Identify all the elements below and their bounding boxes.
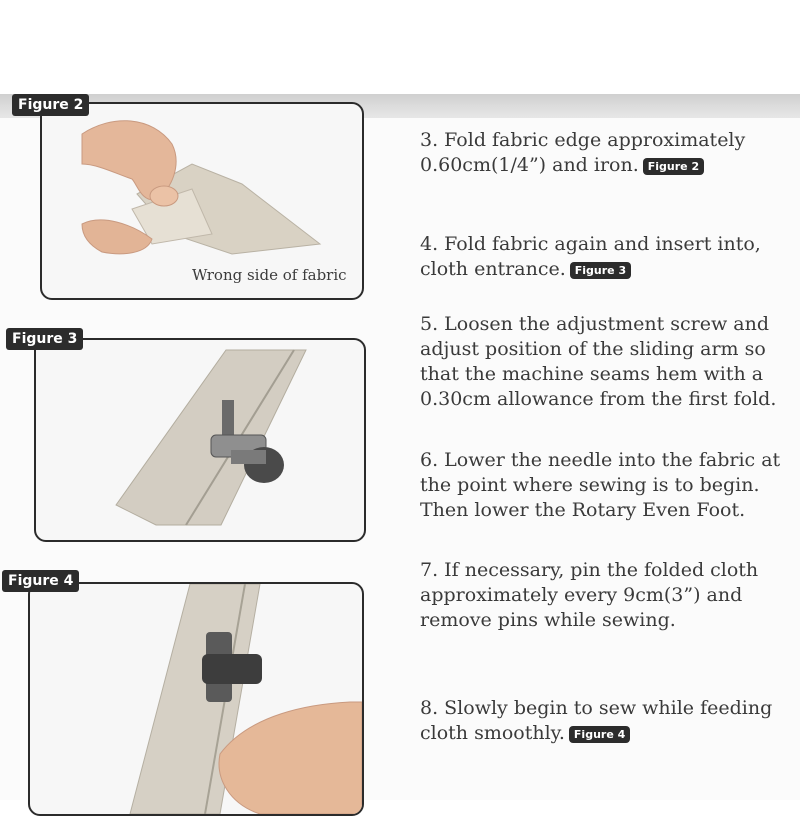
rotary-foot: [202, 654, 262, 684]
figure-2-tag: Figure 2: [12, 94, 89, 116]
step-7-line-2: approximately every 9cm(3”) and: [420, 584, 743, 606]
figure-3-frame: [34, 338, 366, 542]
figure-2-frame: [40, 102, 364, 300]
step-5-line-4: 0.30cm allowance from the first fold.: [420, 388, 777, 410]
step-3-line-2: [420, 153, 780, 178]
step-5-line-1: 5. Loosen the adjustment screw and: [420, 313, 770, 335]
figure-4-illustration: [30, 584, 362, 814]
step-8-line-1: 8. Slowly begin to sew while feeding: [420, 697, 773, 719]
step-7-line-1: 7. If necessary, pin the folded cloth: [420, 559, 759, 581]
step-5-line-3: that the machine seams hem with a: [420, 363, 764, 385]
figure-3-tag: Figure 3: [6, 328, 83, 350]
step-6-line-3: Then lower the Rotary Even Foot.: [420, 499, 746, 521]
step-3: [420, 128, 780, 178]
sliding-arm: [231, 450, 266, 464]
step-4: [420, 232, 780, 282]
step-6-line-2: the point where sewing is to begin.: [420, 474, 760, 496]
step-3-line-1: 3. Fold fabric edge approximately: [420, 129, 746, 151]
step-5-line-2: adjust position of the sliding arm so: [420, 338, 766, 360]
step-6-line-1: 6. Lower the needle into the fabric at: [420, 449, 781, 471]
step-3-figure-ref: Figure 2: [643, 158, 704, 175]
step-4-line-2-text: cloth entrance.: [420, 258, 566, 280]
step-3-line-2-text: 0.60cm(1/4”) and iron.: [420, 154, 639, 176]
step-4-line-2: [420, 257, 780, 282]
step-7-line-3: remove pins while sewing.: [420, 609, 676, 631]
step-7: [420, 558, 780, 633]
step-8-figure-ref: Figure 4: [569, 726, 630, 743]
thumb: [150, 186, 178, 206]
step-5: [420, 312, 780, 412]
step-8-line-2: [420, 721, 780, 746]
step-4-figure-ref: Figure 3: [570, 262, 631, 279]
step-8-line-2-text: cloth smoothly.: [420, 722, 565, 744]
step-6: [420, 448, 780, 523]
figure-4-tag: Figure 4: [2, 570, 79, 592]
step-4-line-1: 4. Fold fabric again and insert into,: [420, 233, 761, 255]
figure-3-illustration: [36, 340, 364, 540]
step-8: [420, 696, 780, 746]
figure-2-caption: Wrong side of fabric: [192, 266, 347, 284]
figure-4-frame: [28, 582, 364, 816]
top-margin: [0, 0, 800, 96]
hand: [219, 702, 362, 814]
